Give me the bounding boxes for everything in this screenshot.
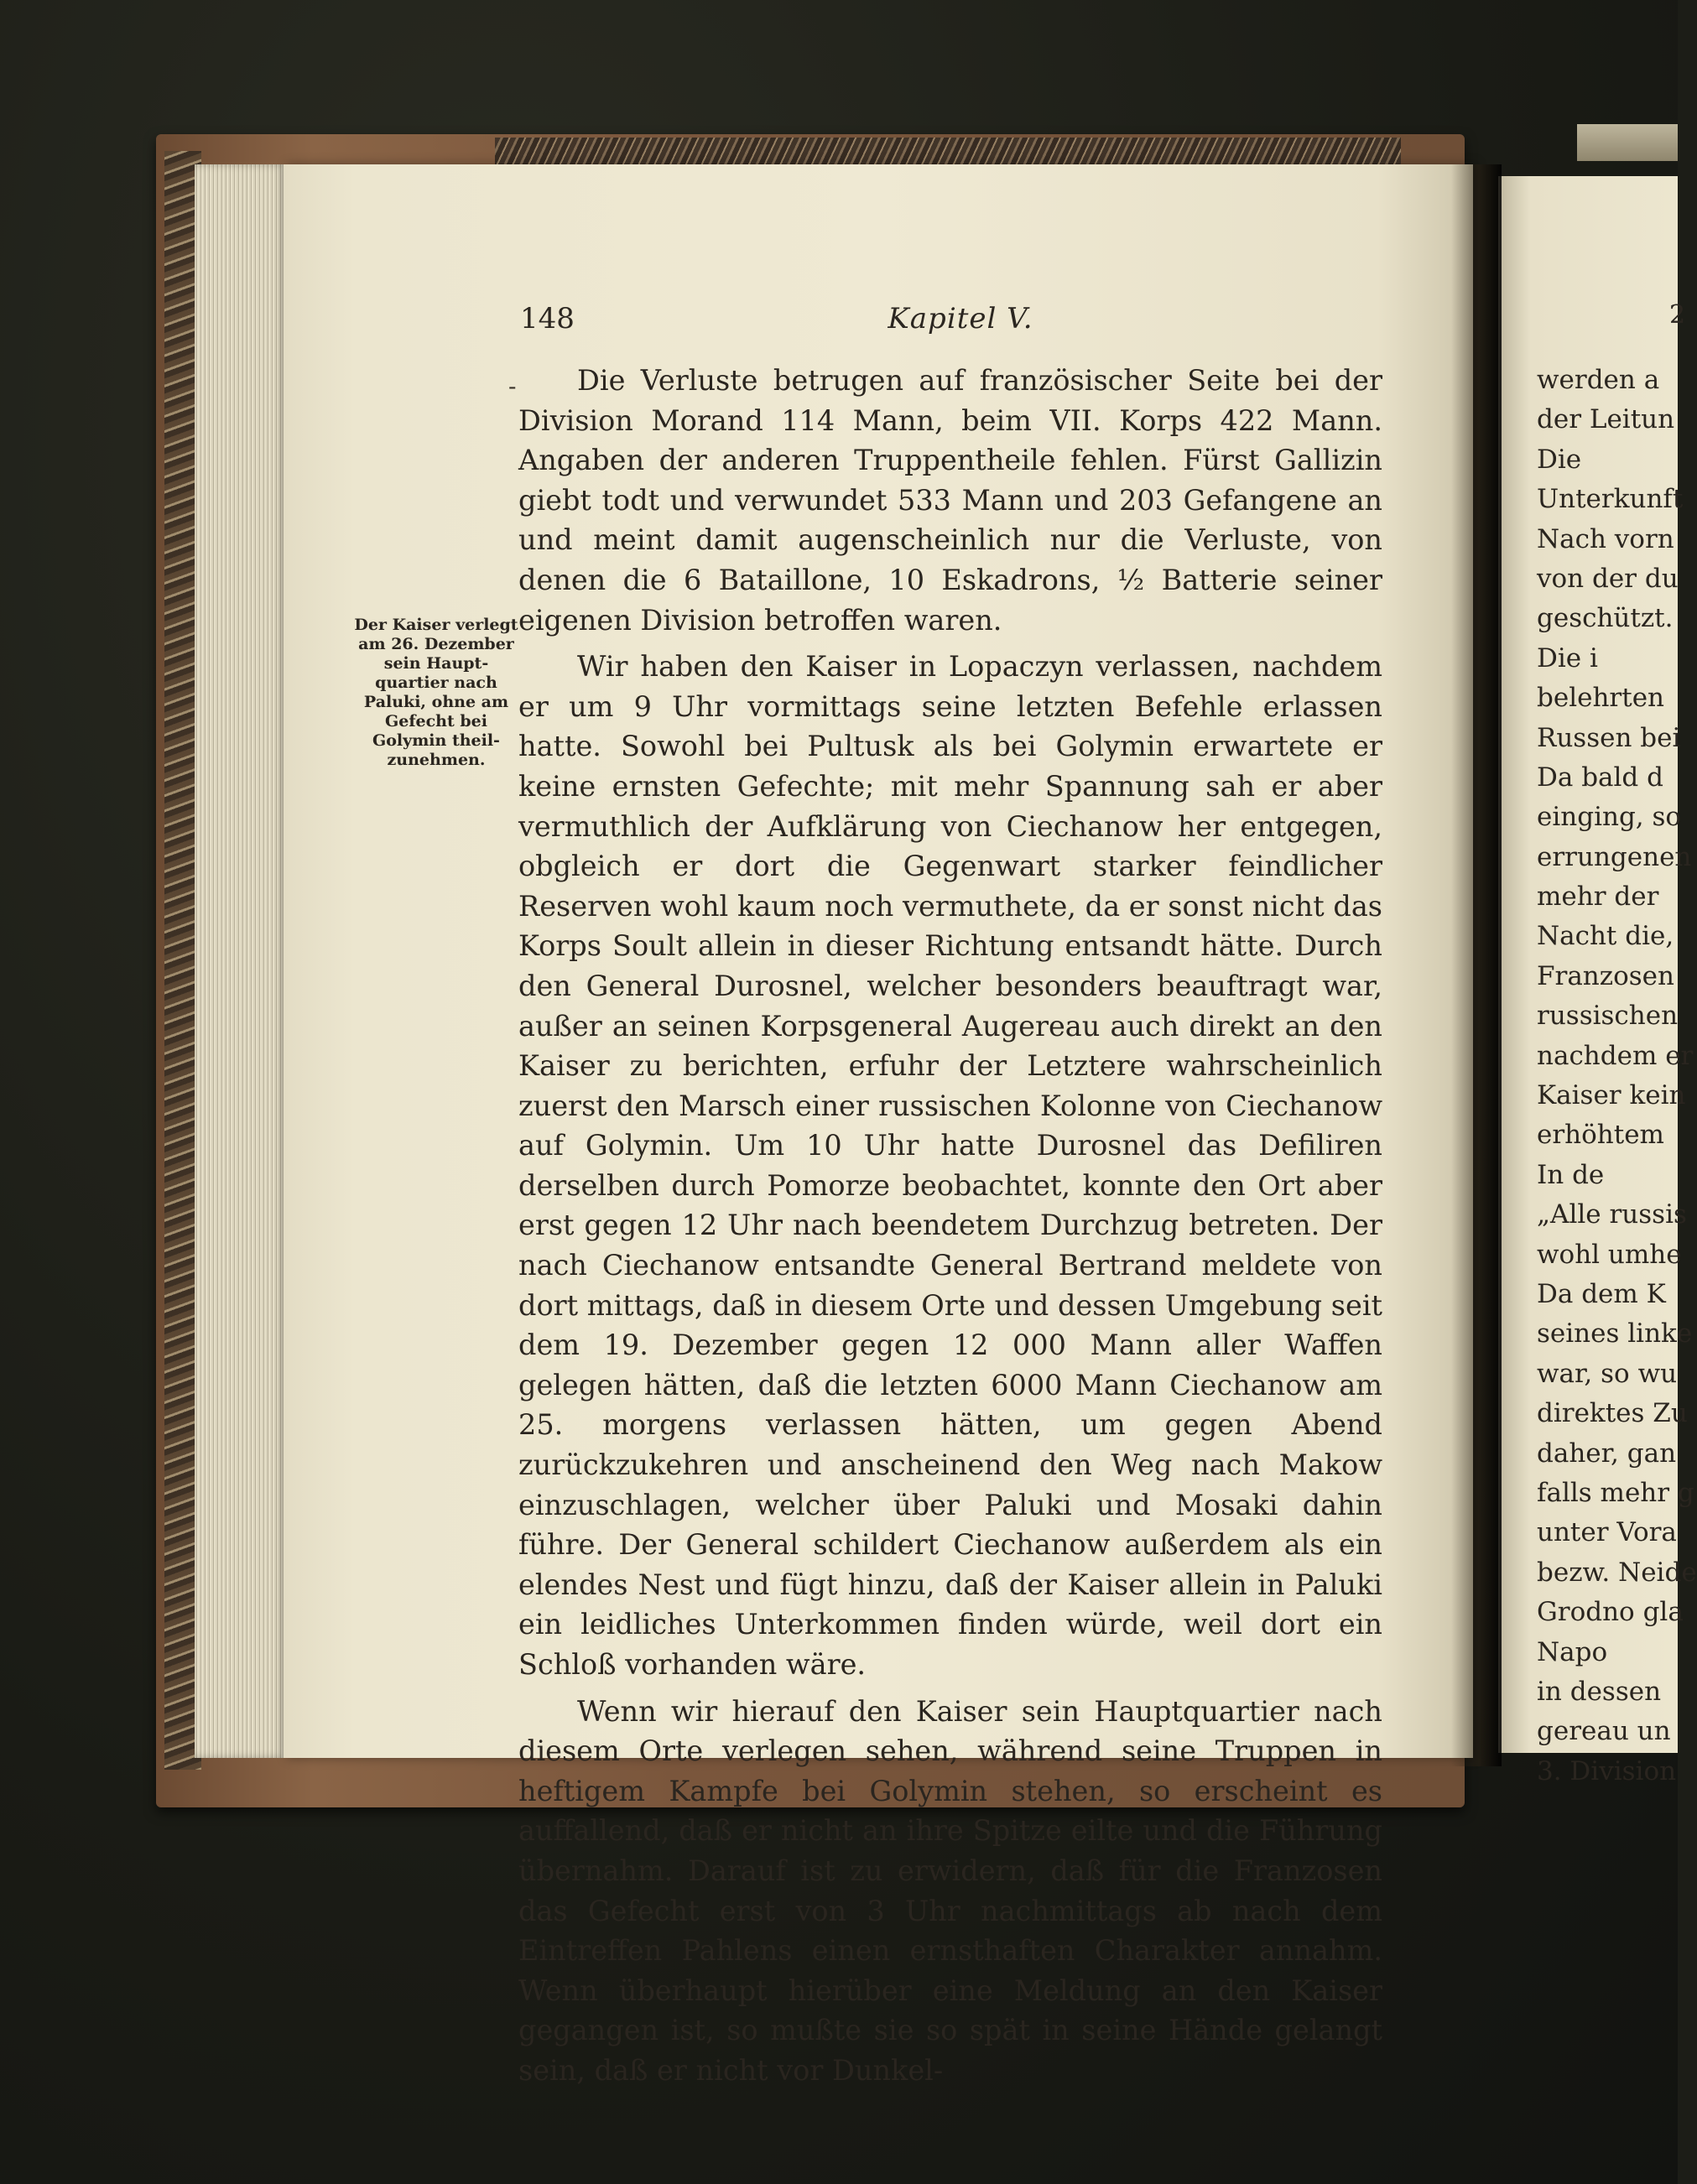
right-page-line: mehr der xyxy=(1537,881,1659,913)
right-page-line: wohl umhe xyxy=(1537,1239,1682,1270)
right-page-line: Kaiser kein xyxy=(1537,1080,1686,1111)
right-page-header: 2 xyxy=(1669,300,1686,330)
right-page-line: Nacht die, xyxy=(1537,921,1674,952)
right-page-line: Die xyxy=(1537,444,1582,475)
right-page-line: geschützt. xyxy=(1537,603,1674,634)
right-page-line: direktes Zu xyxy=(1537,1398,1688,1429)
right-page-top-strip xyxy=(1577,124,1678,161)
margin-dash: - xyxy=(508,372,517,400)
margin-note: Der Kaiser verlegt am 26. Dezember sein Haupt-quartier nach Paluki, ohne am Gefecht bei Golymin theil-zunehmen. xyxy=(354,616,518,769)
right-page-line: einging, so xyxy=(1537,802,1682,833)
right-page-line: unter Vora xyxy=(1537,1517,1677,1548)
body-text xyxy=(518,361,1382,2098)
right-page-line: erhöhtem xyxy=(1537,1120,1664,1151)
page-edges xyxy=(195,164,287,1758)
right-page-line: Die i xyxy=(1537,642,1598,673)
book-gutter-shadow xyxy=(1451,164,1502,1766)
right-page-line: seines linke xyxy=(1537,1318,1693,1349)
right-page-line: der Leitun xyxy=(1537,404,1675,435)
right-page-line: war, so wu xyxy=(1537,1358,1678,1389)
right-page-line: daher, gan xyxy=(1537,1438,1677,1469)
right-page-line: nachdem er xyxy=(1537,1040,1694,1071)
right-page-line: Unterkunft xyxy=(1537,484,1684,515)
right-page-line: errungenen xyxy=(1537,841,1692,872)
paragraph-3: Wenn wir hierauf den Kaiser sein Hauptquartier nach diesem Orte verlegen sehen, während seine Truppen in heftigem Kampfe bei Golymin stehen, so erscheint es auffallend, daß er nicht an ihre Spitze eilte und die Führung übernahm. Darauf ist zu erwidern, daß für die Franzosen das Gefecht erst von 3 Uhr nachmittags ab nach dem Eintreffen Pahlens einen ernsthaften Charakter annahm. Wenn überhaupt hierüber eine Meldung an den Kaiser gegangen ist, so mußte sie so spät in seine Hände gelangt sein, daß er nicht vor Dunkel- xyxy=(518,1694,1382,2087)
right-page-line: Grodno gla xyxy=(1537,1597,1684,1628)
right-page-text xyxy=(1537,361,1697,1791)
right-page-line: Da bald d xyxy=(1537,762,1663,793)
right-page-line: belehrten xyxy=(1537,683,1665,714)
right-page-line: gereau un xyxy=(1537,1716,1671,1747)
right-page-line: in dessen xyxy=(1537,1676,1662,1707)
page-number: 148 xyxy=(520,302,575,335)
right-page-line: Russen bei xyxy=(1537,722,1681,753)
right-page-line: Nach vorn xyxy=(1537,523,1674,554)
right-page-line: Napo xyxy=(1537,1636,1608,1667)
paragraph-2: Wir haben den Kaiser in Lopaczyn verlassen, nachdem er um 9 Uhr vormittags seine letzten Befehle erlassen hatte. Sowohl bei Pultusk als bei Golymin erwartete er keine ernsten Gefechte; mit mehr Spannung sah er aber vermuthlich der Aufklärung von Ciechanow her entgegen, obgleich er dort die Gegenwart starker feindlicher Reserven wohl kaum noch vermuthete, da er sonst nicht das Korps Soult allein in dieser Richtung entsandt hätte. Durch den General Durosnel, welcher besonders beauftragt war, außer an seinen Korpsgeneral Augereau auch direkt an den Kaiser zu berichten, erfuhr der Letztere wahrscheinlich zuerst den Marsch einer russischen Kolonne von Ciechanow auf Golymin. Um 10 Uhr hatte Durosnel das Defiliren derselben durch Pomorze beobachtet, konnte den Ort aber erst gegen 12 Uhr nach beendetem Durchzug betreten. Der nach Ciechanow entsandte General Bertrand meldete von dort mittags, daß in diesem Orte und dessen Umgebung seit dem 19. Dezember gegen 12 000 Mann aller Waffen gelegen hätten, daß die letzten 6000 Mann Ciechanow am 25. morgens verlassen hätten, um gegen Abend zurückzukehren und anscheinend den Weg nach Makow einzuschlagen, welcher über Paluki und Mosaki dahin führe. Der General schildert Ciechanow außerdem als ein elendes Nest und fügt hinzu, daß der Kaiser allein in Paluki ein leidliches Unterkommen finden würde, weil dort ein Schloß vorhanden wäre. xyxy=(518,650,1382,1681)
running-header xyxy=(520,302,1401,344)
right-page-line: russischen xyxy=(1537,1001,1679,1032)
right-page-line: bezw. Neide xyxy=(1537,1557,1697,1588)
right-page-line: Franzosen xyxy=(1537,960,1674,991)
right-page-line: Da dem K xyxy=(1537,1278,1666,1309)
right-page-line: von der du xyxy=(1537,563,1679,594)
right-page-line: werden a xyxy=(1537,365,1660,395)
paragraph-1: Die Verluste betrugen auf französischer Seite bei der Division Morand 114 Mann, beim VII. Korps 422 Mann. Angaben der anderen Truppentheile fehlen. Fürst Gallizin giebt todt und verwundet 533 Mann und 203 Gefangene an und meint damit augenscheinlich nur die Verluste, von denen die 6 Bataillone, 10 Eskadrons, ½ Batterie seiner eigenen Division betroffen waren. xyxy=(518,364,1382,637)
right-page-line: „Alle russis xyxy=(1537,1199,1687,1230)
chapter-title: Kapitel V. xyxy=(888,302,1033,335)
right-page-line: In de xyxy=(1537,1159,1605,1190)
right-page-line: falls mehr g xyxy=(1537,1477,1694,1508)
right-page-line: 3. Division xyxy=(1537,1755,1677,1786)
